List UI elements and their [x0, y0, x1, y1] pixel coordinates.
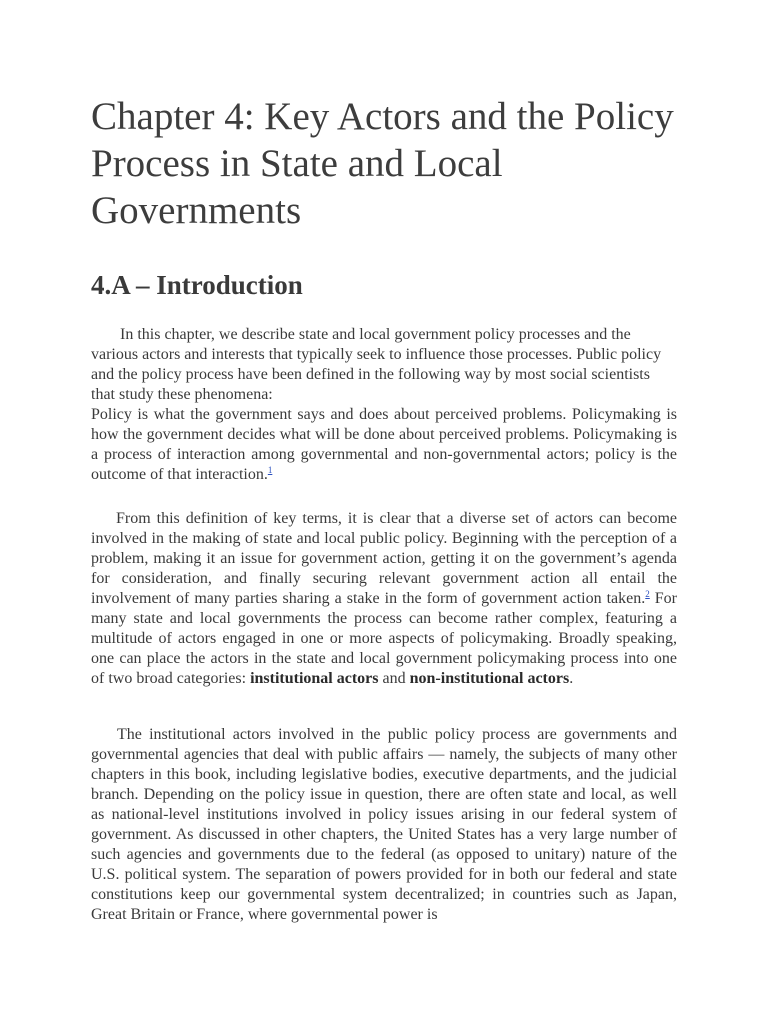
non-institutional-actors-term: non-institutional actors [409, 670, 570, 687]
section-title: 4.A – Introduction [91, 270, 303, 300]
chapter-title: Chapter 4: Key Actors and the Policy Process in State and Local Governments [91, 95, 674, 232]
document-page [91, 0, 677, 1024]
institutional-actors-term: institutional actors [250, 670, 379, 687]
footnote-link-1[interactable]: 1 [267, 465, 273, 475]
and-text: and [378, 670, 410, 687]
actors-paragraph [91, 509, 677, 689]
actors-text-part2: For many state and local governments the process can become rather complex, featuring a multitude of actors engaged in one or more aspects of policymaking. Broadly speaking, one can place the actors in the state and local government policymaking process into one of two broad categories: [91, 590, 677, 687]
actors-text-part1: From this definition of key terms, it is clear that a diverse set of actors can become involved in the making of state and local public policy. Beginning with the perception of a problem, making it an issue for government action, getting it on the government’s agenda for consideration, and finally securing relevant government action all entail the involvement of many parties sharing a stake in the form of government action taken. [91, 510, 677, 607]
institutional-paragraph: The institutional actors involved in the public policy process are governments and governmental agencies that deal with public affairs — namely, the subjects of many other chapters in this book, including legislative bodies, executive departments, and the judicial branch. Depending on the policy issue in question, there are often state and local, as well as national-level institutions involved in policy issues arising in our federal system of government. As discussed in other chapters, the United States has a very large number of such agencies and governments due to the federal (as opposed to unitary) nature of the U.S. political system. The separation of powers provided for in both our federal and state constitutions keep our governmental system decentralized; in countries such as Japan, Great Britain or France, where governmental power is [91, 726, 677, 923]
definition-text: Policy is what the government says and does about perceived problems. Policymaking is how the government decides what will be done about perceived problems. Policymaking is a process of interaction among governmental and non-governmental actors; policy is the outcome of that interaction. [91, 406, 677, 483]
intro-paragraph: In this chapter, we describe state and local government policy processes and the various actors and interests that typically seek to influence those processes. Public policy and the policy process have been defined in the following way by most social scientists that study these phenomena: [91, 326, 662, 403]
definition-paragraph [91, 405, 677, 485]
footnote-link-2[interactable]: 2 [645, 589, 650, 599]
period-text: . [569, 670, 574, 687]
